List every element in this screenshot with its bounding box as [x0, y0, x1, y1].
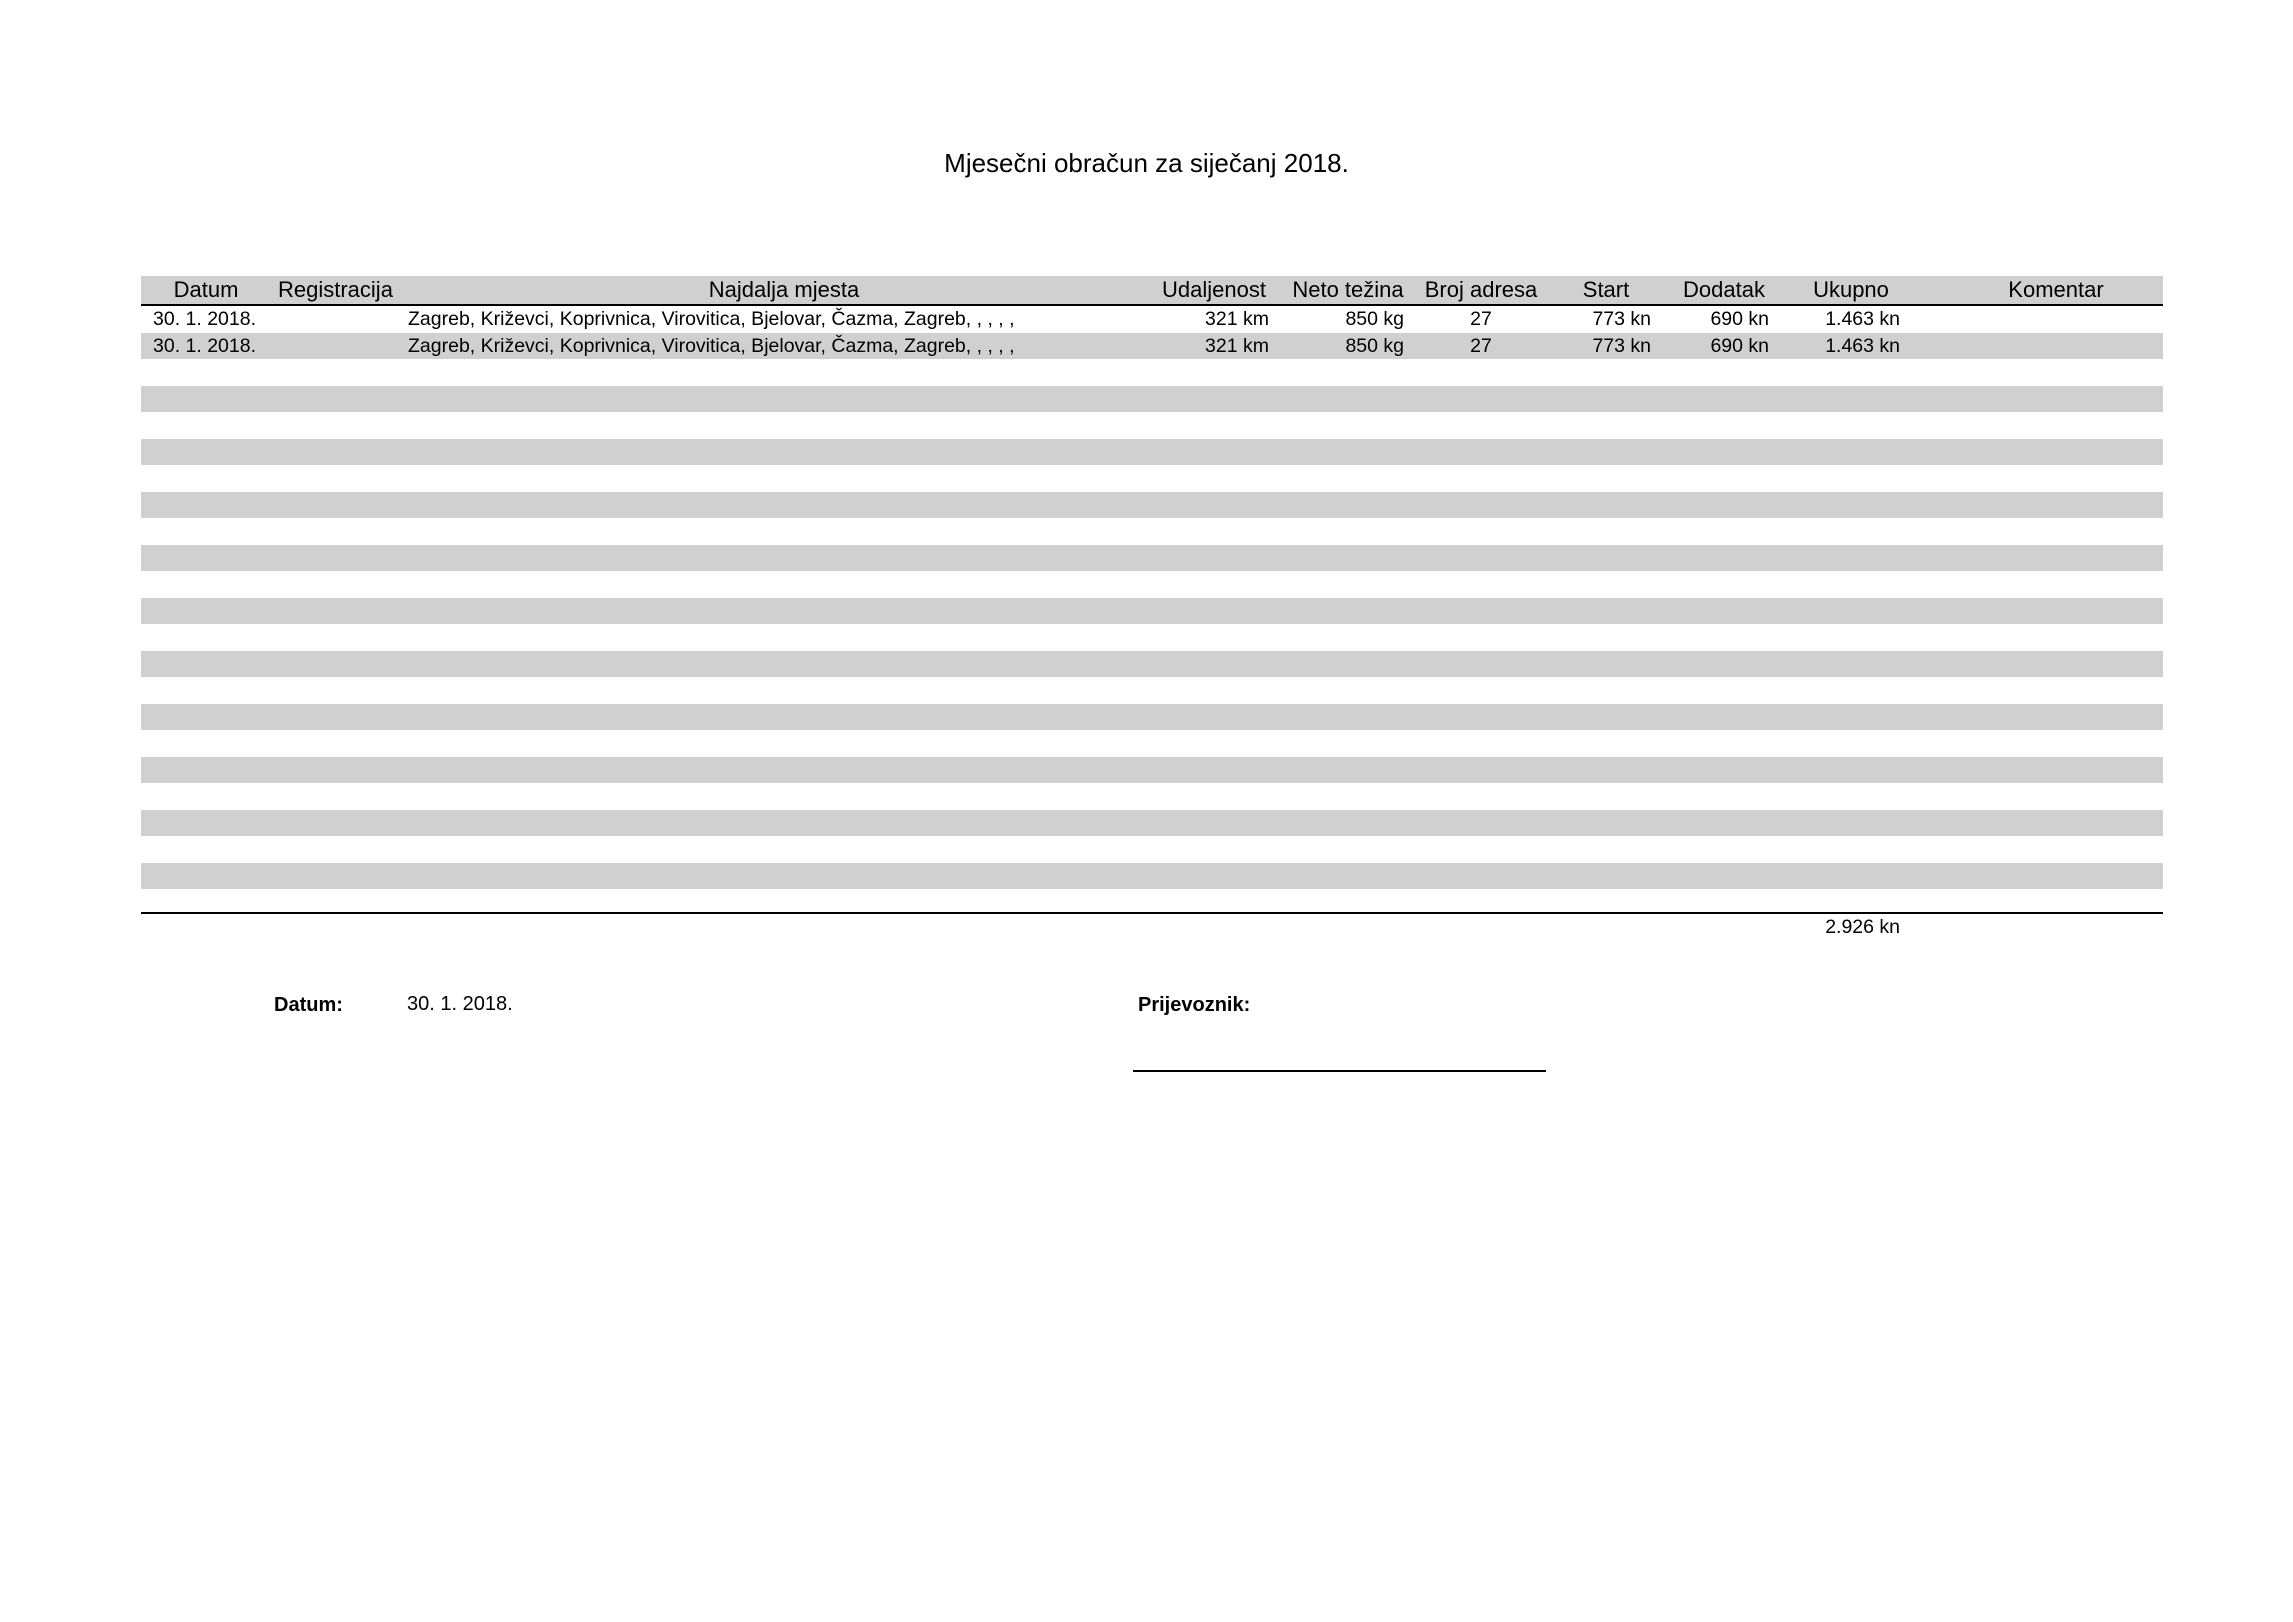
empty-row [141, 492, 2163, 519]
date-value: 30. 1. 2018. [407, 993, 513, 1015]
empty-row [141, 465, 2163, 492]
cell-broj-adresa: 27 [1470, 334, 1492, 357]
empty-row [141, 836, 2163, 863]
totals-divider [141, 912, 2163, 914]
header-dodatak: Dodatak [1683, 277, 1765, 302]
empty-row [141, 677, 2163, 704]
empty-row [141, 439, 2163, 466]
carrier-label: Prijevoznik: [1138, 994, 1251, 1016]
header-komentar: Komentar [2008, 277, 2104, 302]
cell-start: 773 kn [1592, 308, 1651, 330]
header-udaljenost: Udaljenost [1162, 277, 1266, 302]
header-datum: Datum [173, 277, 239, 302]
empty-row [141, 518, 2163, 545]
empty-row [141, 783, 2163, 810]
empty-row [141, 412, 2163, 439]
empty-row [141, 704, 2163, 731]
page-title: Mjesečni obračun za siječanj 2018. [944, 148, 1349, 178]
header-registracija: Registracija [278, 277, 393, 302]
table-row [141, 306, 2163, 333]
cell-start: 773 kn [1592, 334, 1651, 357]
billing-table [141, 276, 2163, 916]
cell-dodatak: 690 kn [1710, 334, 1769, 357]
header-start: Start [1582, 277, 1630, 302]
empty-row [141, 863, 2163, 890]
cell-dodatak: 690 kn [1710, 308, 1769, 330]
empty-row [141, 571, 2163, 598]
empty-row [141, 810, 2163, 837]
cell-datum: 30. 1. 2018. [153, 308, 257, 330]
empty-row [141, 730, 2163, 757]
cell-ukupno: 1.463 kn [1825, 308, 1900, 330]
empty-row [141, 624, 2163, 651]
table-header [141, 276, 2163, 306]
signature-line [1133, 1070, 1546, 1072]
cell-neto-tezina: 850 kg [1345, 308, 1404, 330]
date-label: Datum: [274, 994, 343, 1016]
header-broj-adresa: Broj adresa [1424, 277, 1538, 302]
empty-row [141, 386, 2163, 413]
cell-udaljenost: 321 km [1205, 308, 1269, 330]
empty-row [141, 757, 2163, 784]
empty-row [141, 598, 2163, 625]
empty-row [141, 545, 2163, 572]
grand-total: 2.926 kn [1825, 916, 1900, 938]
header-neto-tezina: Neto težina [1292, 277, 1404, 302]
cell-najdalja-mjesta: Zagreb, Križevci, Koprivnica, Virovitica, Bjelovar, Čazma, Zagreb, , , , , [408, 308, 1015, 330]
cell-broj-adresa: 27 [1470, 308, 1492, 330]
cell-datum: 30. 1. 2018. [153, 334, 257, 357]
cell-najdalja-mjesta: Zagreb, Križevci, Koprivnica, Virovitica, Bjelovar, Čazma, Zagreb, , , , , [408, 334, 1015, 357]
cell-udaljenost: 321 km [1205, 334, 1269, 357]
table-row [141, 333, 2163, 360]
header-najdalja-mjesta: Najdalja mjesta [708, 277, 860, 302]
empty-row [141, 651, 2163, 678]
cell-neto-tezina: 850 kg [1345, 334, 1404, 357]
cell-ukupno: 1.463 kn [1825, 334, 1900, 357]
header-ukupno: Ukupno [1813, 277, 1889, 302]
empty-row [141, 359, 2163, 386]
